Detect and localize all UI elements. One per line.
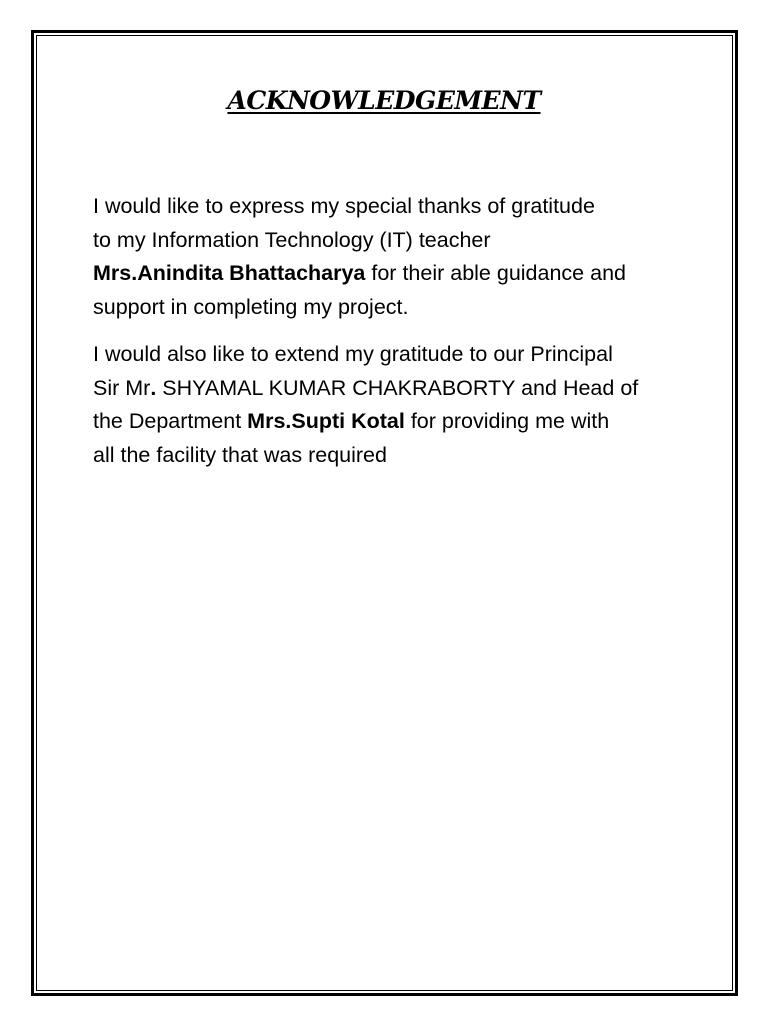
paragraph-2-line-3-a: the Department bbox=[93, 409, 248, 434]
page-border-inner bbox=[36, 35, 733, 991]
paragraph-1-line-3 bbox=[93, 257, 693, 291]
paragraph-2-line-4: all the facility that was required bbox=[93, 443, 387, 468]
paragraph-2-line-1: I would also like to extend my gratitude to our Principal bbox=[93, 342, 613, 366]
page-title bbox=[0, 86, 768, 115]
paragraph-2 bbox=[93, 338, 693, 473]
paragraph-2-line-3-b: for providing me with bbox=[404, 409, 610, 434]
paragraph-1-line-2: to my Information Technology (IT) teacher bbox=[93, 227, 491, 252]
paragraph-2-line-2-a: Sir Mr bbox=[93, 375, 151, 400]
paragraph-2-line-2-b: SHYAMAL KUMAR CHAKRABORTY and Head of bbox=[156, 375, 639, 400]
paragraph-1-line-3-rest: for their able guidance and bbox=[365, 261, 626, 286]
paragraph-1 bbox=[93, 190, 693, 325]
teacher-name: Mrs.Anindita Bhattacharya bbox=[93, 261, 366, 286]
title-text: ACKNOWLEDGEMENT bbox=[227, 86, 541, 115]
paragraph-1-line-4: support in completing my project. bbox=[93, 295, 409, 320]
paragraph-1-line-1: I would like to express my special thanks of gratitude bbox=[93, 194, 595, 218]
paragraph-2-line-2 bbox=[93, 372, 693, 406]
paragraph-2-line-3 bbox=[93, 405, 693, 439]
paragraph-2-line-2-bold: . bbox=[150, 375, 157, 400]
hod-name: Mrs.Supti Kotal bbox=[247, 409, 405, 434]
